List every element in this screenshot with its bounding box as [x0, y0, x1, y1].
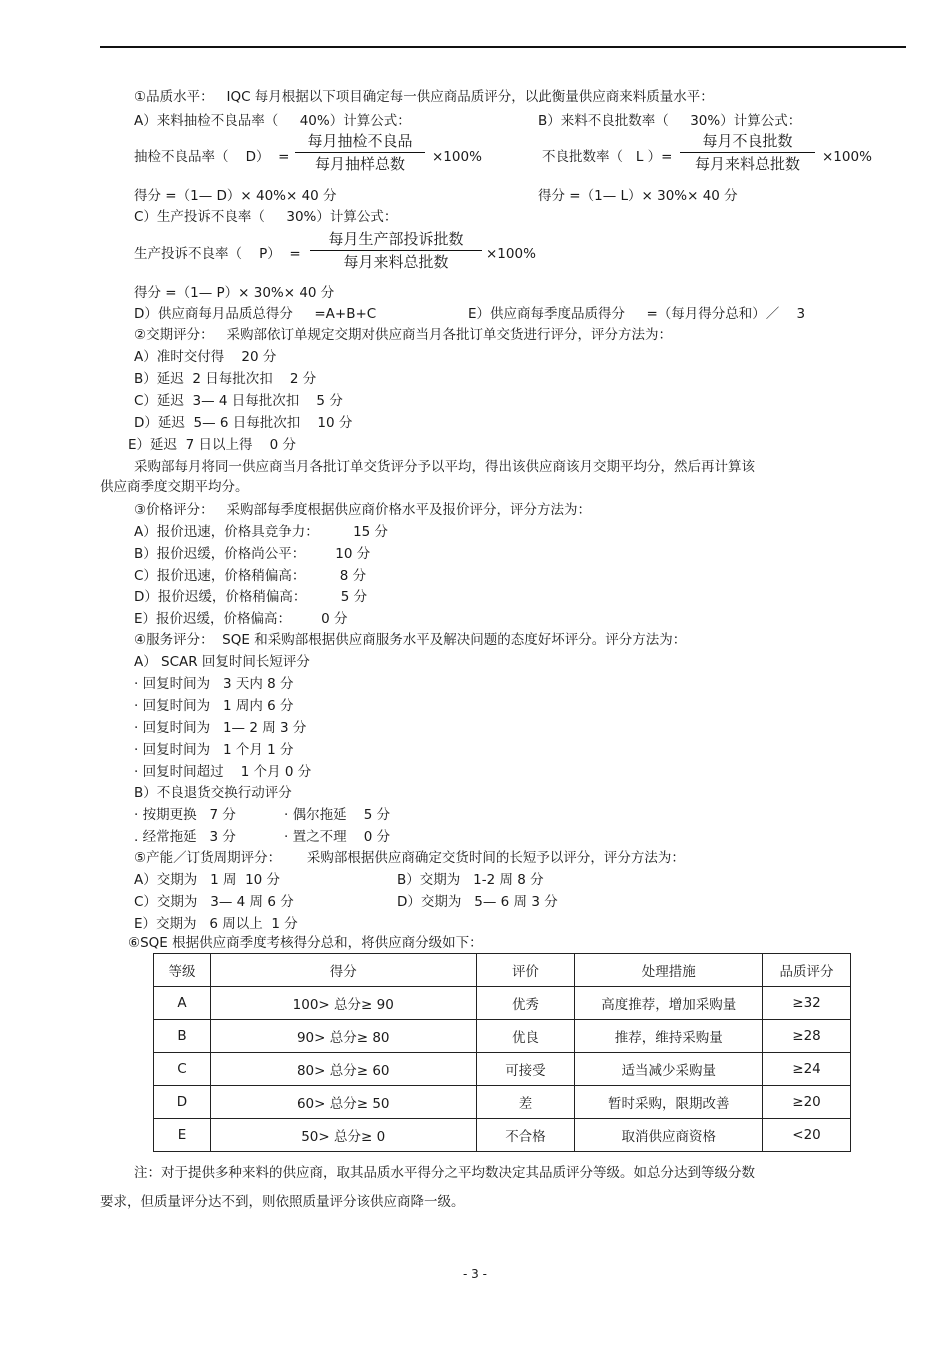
capacity-item: D）交期为 5— 6 周 3 分	[397, 894, 558, 910]
table-row	[154, 1119, 851, 1152]
quality-a-numerator: 每月抽检不良品	[307, 132, 413, 150]
quality-c-formula-tail: ×100%	[486, 246, 536, 262]
fraction-bar	[295, 152, 425, 153]
grade-cell: D	[154, 1086, 211, 1119]
measure-cell: 推荐，维持采购量	[575, 1020, 763, 1053]
quality-a-label: A）来料抽检不良品率（ 40%）计算公式：	[134, 113, 411, 129]
quality-b-formula-tail: ×100%	[822, 149, 872, 165]
delivery-item: D）延迟 5— 6 日每批次扣 10 分	[134, 415, 353, 431]
score-range-cell: 90> 总分≥ 80	[210, 1020, 476, 1053]
page-number: - 3 -	[463, 1267, 487, 1281]
quality-a-denominator: 每月抽样总数	[314, 155, 405, 173]
capacity-item: C）交期为 3— 4 周 6 分	[134, 894, 294, 910]
quality-b-denominator: 每月来料总批数	[694, 155, 800, 173]
fraction-bar	[310, 250, 482, 251]
quality-score-cell: ≥28	[763, 1020, 851, 1053]
measure-cell: 高度推荐，增加采购量	[575, 987, 763, 1020]
grading-table	[153, 953, 851, 1152]
header-cell: 品质评分	[763, 954, 851, 987]
score-range-cell: 100> 总分≥ 90	[210, 987, 476, 1020]
quality-c-score: 得分 =（1— P）× 30%× 40 分	[134, 285, 335, 301]
quality-c-fraction	[310, 229, 482, 272]
service-a-item: · 回复时间为 3 天内 8 分	[134, 676, 294, 692]
table-header-row	[154, 954, 851, 987]
capacity-item: A）交期为 1 周 10 分	[134, 872, 281, 888]
quality-e-line: E）供应商每季度品质得分 =（每月得分总和）／ 3	[468, 306, 806, 322]
delivery-note-line1: 采购部每月将同一供应商当月各批订单交货评分予以平均，得出该供应商该月交期平均分，然后再计算该	[134, 459, 755, 475]
delivery-note-line2: 供应商季度交期平均分。	[100, 479, 249, 495]
quality-score-cell: ≥20	[763, 1086, 851, 1119]
header-cell: 等级	[154, 954, 211, 987]
capacity-item: B）交期为 1-2 周 8 分	[397, 872, 544, 888]
table-row	[154, 987, 851, 1020]
service-b-item: · 偶尔拖延 5 分	[284, 807, 391, 823]
grade-cell: A	[154, 987, 211, 1020]
delivery-item: C）延迟 3— 4 日每批次扣 5 分	[134, 393, 343, 409]
service-heading: ④服务评分： SQE 和采购部根据供应商服务水平及解决问题的态度好坏评分。评分方法为：	[134, 632, 687, 648]
quality-score-cell: ≥24	[763, 1053, 851, 1086]
quality-b-formula-lhs: 不良批数率（ L ）=	[542, 149, 673, 165]
evaluation-cell: 优良	[476, 1020, 575, 1053]
price-item: E）报价迟缓，价格偏高： 0 分	[134, 611, 348, 627]
table-row	[154, 1086, 851, 1119]
service-a-item: · 回复时间为 1 周内 6 分	[134, 698, 294, 714]
quality-b-fraction	[680, 131, 815, 174]
service-b-item: · 按期更换 7 分	[134, 807, 236, 823]
score-range-cell: 50> 总分≥ 0	[210, 1119, 476, 1152]
quality-b-numerator: 每月不良批数	[702, 132, 793, 150]
capacity-heading: ⑤产能／订货周期评分： 采购部根据供应商确定交货时间的长短予以评分，评分方法为：	[134, 850, 685, 866]
service-a-item: · 回复时间为 1 个月 1 分	[134, 742, 294, 758]
evaluation-cell: 可接受	[476, 1053, 575, 1086]
header-cell: 得分	[210, 954, 476, 987]
measure-cell: 取消供应商资格	[575, 1119, 763, 1152]
grading-note-line2: 要求，但质量评分达不到，则依照质量评分该供应商降一级。	[100, 1194, 465, 1210]
quality-score-cell: ≥32	[763, 987, 851, 1020]
service-b-item: . 经常拖延 3 分	[134, 829, 236, 845]
quality-c-formula-lhs: 生产投诉不良率（ P） =	[134, 246, 301, 262]
quality-b-score: 得分 =（1— L）× 30%× 40 分	[538, 188, 738, 204]
quality-a-fraction	[295, 131, 425, 174]
evaluation-cell: 差	[476, 1086, 575, 1119]
quality-b-label: B）来料不良批数率（ 30%）计算公式：	[538, 113, 802, 129]
price-item: B）报价迟缓，价格尚公平： 10 分	[134, 546, 371, 562]
delivery-item: E）延迟 7 日以上得 0 分	[128, 437, 297, 453]
service-a-label: A） SCAR 回复时间长短评分	[134, 654, 310, 670]
delivery-heading: ②交期评分： 采购部依订单规定交期对供应商当月各批订单交货进行评分，评分方法为：	[134, 327, 672, 343]
grading-heading: ⑥SQE 根据供应商季度考核得分总和，将供应商分级如下：	[128, 935, 483, 951]
table-row	[154, 1053, 851, 1086]
delivery-item: B）延迟 2 日每批次扣 2 分	[134, 371, 317, 387]
score-range-cell: 80> 总分≥ 60	[210, 1053, 476, 1086]
measure-cell: 暂时采购，限期改善	[575, 1086, 763, 1119]
evaluation-cell: 不合格	[476, 1119, 575, 1152]
quality-c-denominator: 每月来料总批数	[343, 253, 449, 271]
quality-a-score: 得分 =（1— D）× 40%× 40 分	[134, 188, 337, 204]
price-heading: ③价格评分： 采购部每季度根据供应商价格水平及报价评分，评分方法为：	[134, 502, 591, 518]
quality-c-label: C）生产投诉不良率（ 30%）计算公式：	[134, 209, 398, 225]
service-b-item: · 置之不理 0 分	[284, 829, 391, 845]
header-rule	[100, 46, 906, 48]
quality-a-formula-tail: ×100%	[432, 149, 482, 165]
price-item: D）报价迟缓，价格稍偏高： 5 分	[134, 589, 368, 605]
service-b-label: B）不良退货交换行动评分	[134, 785, 292, 801]
quality-c-numerator: 每月生产部投诉批数	[328, 230, 464, 248]
measure-cell: 适当减少采购量	[575, 1053, 763, 1086]
quality-a-formula-lhs: 抽检不良品率（ D） =	[134, 149, 290, 165]
quality-heading: ①品质水平： IQC 每月根据以下项目确定每一供应商品质评分，以此衡量供应商来料质量水平：	[134, 89, 714, 105]
quality-d-line: D）供应商每月品质总得分 =A+B+C	[134, 306, 377, 322]
service-a-item: · 回复时间超过 1 个月 0 分	[134, 764, 312, 780]
grade-cell: B	[154, 1020, 211, 1053]
header-cell: 处理措施	[575, 954, 763, 987]
table-row	[154, 1020, 851, 1053]
grade-cell: E	[154, 1119, 211, 1152]
header-cell: 评价	[476, 954, 575, 987]
price-item: C）报价迅速，价格稍偏高： 8 分	[134, 568, 367, 584]
grade-cell: C	[154, 1053, 211, 1086]
score-range-cell: 60> 总分≥ 50	[210, 1086, 476, 1119]
grading-note-line1: 注：对于提供多种来料的供应商，取其品质水平得分之平均数决定其品质评分等级。如总分达到等级分数	[134, 1165, 755, 1181]
quality-score-cell: <20	[763, 1119, 851, 1152]
service-a-item: · 回复时间为 1— 2 周 3 分	[134, 720, 307, 736]
delivery-item: A）准时交付得 20 分	[134, 349, 277, 365]
price-item: A）报价迅速，价格具竞争力： 15 分	[134, 524, 389, 540]
evaluation-cell: 优秀	[476, 987, 575, 1020]
capacity-item: E）交期为 6 周以上 1 分	[134, 916, 298, 932]
fraction-bar	[680, 152, 815, 153]
